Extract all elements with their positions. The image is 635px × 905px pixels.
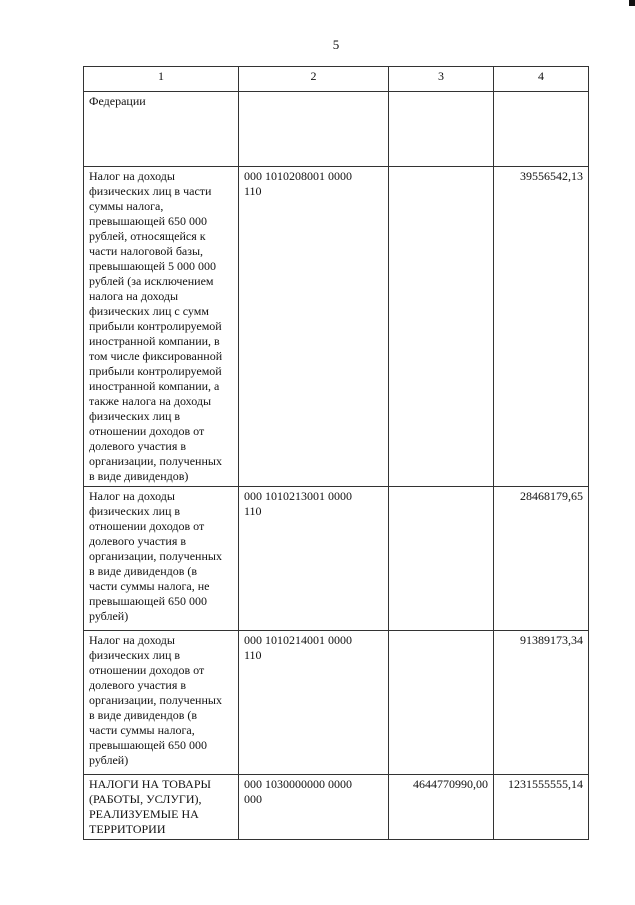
table-row bbox=[84, 167, 589, 487]
row-col4: 28468179,65 bbox=[494, 487, 589, 631]
row-col3: 4644770990,00 bbox=[389, 775, 494, 840]
row-code: 000 1010213001 0000 110 bbox=[239, 487, 389, 631]
row-col4: 1231555555,14 bbox=[494, 775, 589, 840]
column-header-2: 2 bbox=[239, 67, 389, 92]
scan-corner-mark bbox=[629, 0, 635, 6]
row-col4 bbox=[494, 92, 589, 167]
row-col3 bbox=[389, 631, 494, 775]
row-col3 bbox=[389, 487, 494, 631]
column-header-1: 1 bbox=[84, 67, 239, 92]
row-code bbox=[239, 92, 389, 167]
row-name: Налог на доходы физических лиц в части суммы налога, превышающей 650 000 рублей, относящейся к части налоговой базы, превышающей 5 000 000 рублей (за исключением налога на доходы физических лиц с сумм прибыли контролируемой иностранной компании, в том числе фиксированной прибыли контролируемой иностранной компании, а также налога на доходы физических лиц в отношении доходов от долевого участия в организации, полученных в виде дивидендов) bbox=[84, 167, 239, 487]
budget-table bbox=[83, 66, 589, 840]
row-name: Налог на доходы физических лиц в отношении доходов от долевого участия в организации, полученных в виде дивидендов (в части суммы налога, превышающей 650 000 рублей) bbox=[84, 631, 239, 775]
row-col3 bbox=[389, 167, 494, 487]
row-col4: 39556542,13 bbox=[494, 167, 589, 487]
table-row bbox=[84, 92, 589, 167]
page-number: 5 bbox=[332, 37, 340, 52]
row-code: 000 1030000000 0000 000 bbox=[239, 775, 389, 840]
row-code: 000 1010214001 0000 110 bbox=[239, 631, 389, 775]
column-header-4: 4 bbox=[494, 67, 589, 92]
table-row bbox=[84, 487, 589, 631]
row-col3 bbox=[389, 92, 494, 167]
table-row bbox=[84, 631, 589, 775]
row-name: НАЛОГИ НА ТОВАРЫ (РАБОТЫ, УСЛУГИ), РЕАЛИЗУЕМЫЕ НА ТЕРРИТОРИИ bbox=[84, 775, 239, 840]
column-header-3: 3 bbox=[389, 67, 494, 92]
row-name: Налог на доходы физических лиц в отношении доходов от долевого участия в организации, полученных в виде дивидендов (в части суммы налога, не превышающей 650 000 рублей) bbox=[84, 487, 239, 631]
table-row bbox=[84, 775, 589, 840]
row-name: Федерации bbox=[84, 92, 239, 167]
header-row bbox=[84, 67, 589, 92]
row-col4: 91389173,34 bbox=[494, 631, 589, 775]
row-code: 000 1010208001 0000 110 bbox=[239, 167, 389, 487]
